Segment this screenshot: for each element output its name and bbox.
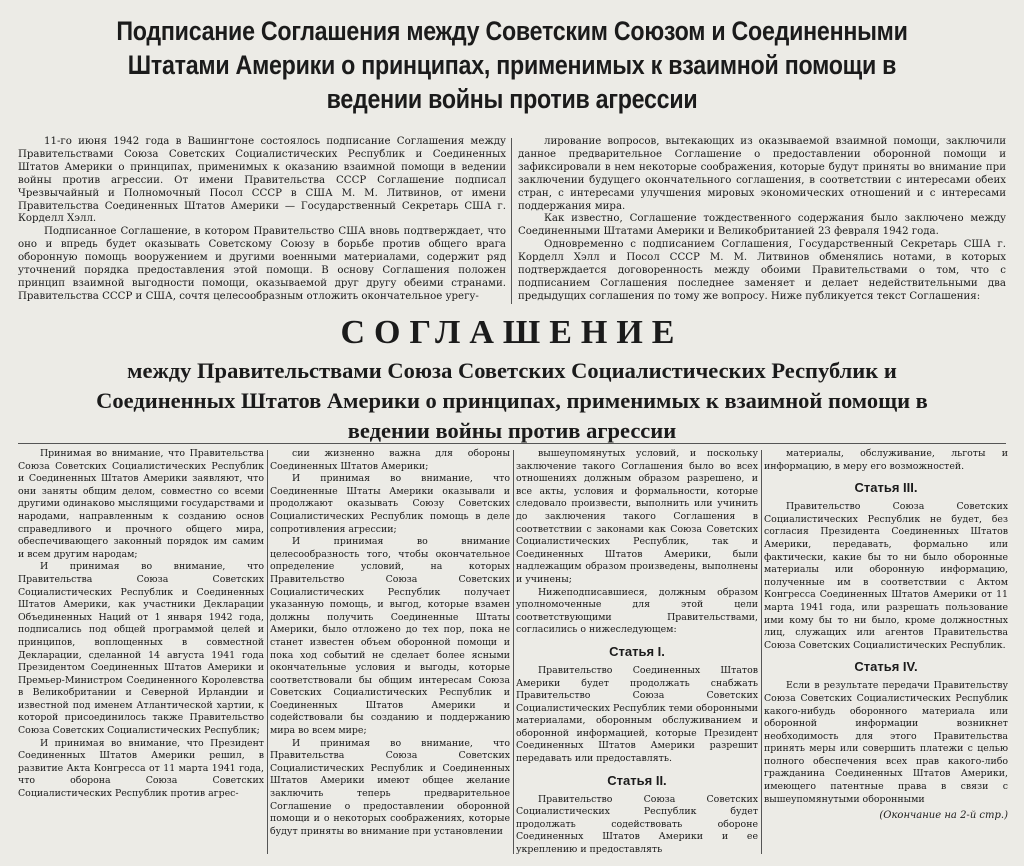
agreement-paragraph: И принимая во внимание целесообразность того, чтобы окончательное определение условий, на которых Правительство Союза Советских Социалистических Республик получает указанную помощь, и выгод, которые взамен должны получить Соединенные Штаты Америки, было отложено до тех пор, пока не станет известен объем оборонной помощи и пока ход событий не сделает более ясными окончательные условия и выгоды, которые соответствовали бы общим интересам Союза Советских Социалистических Республик и Соединенных Штатов Америки и содействовали бы созданию и поддержанию мира во всем мире; [270,536,510,737]
intro-paragraph: Подписанное Соглашение, в котором Правительство США вновь подтверждает, что оно и впредь будет оказывать Советскому Союзу в борьбе против общего врага оборонную помощь вооружением и другими военными материалами, содержит ряд уточнений порядка предоставления этой помощи. В основу Соглашения положен принцип взаимной выгодности помощи, оказываемой друг другу обеими странами. Правительства СССР и США, сочтя целесообразным отложить окончательное урегу- [18,226,506,302]
agreement-column-1 [18,448,264,856]
article-4-heading: Статья IV. [854,659,918,675]
headline: Подписание Соглашения между Советским Союзом и Соединенными Штатами Америки о принципах, применимых к взаимной помощи в ведении войны против агрессии [116,16,908,114]
intro-paragraph: Как известно, Соглашение тождественного содержания было заключено между Соединенными Штатами Америки и Великобританией 23 февраля 1942 года. [518,213,1006,238]
agreement-paragraph: И принимая во внимание, что Правительства Союза Советских Социалистических Республик и Соединенных Штатов Америки, как участники Декларации Объединенных Наций от 1 января 1942 года, подписались под общей программой целей и принципов, воплощенных в совместной Декларации, сделанной 14 августа 1941 года Президентом Соединенных Штатов Америки и Премьер-Министром Соединенного Королевства в Великобритании и Северной Ирландии и известной под именем Атлантической хартии, к которой присоединилось также Правительство Союза Советских Социалистических Республик; [18,561,264,737]
agreement-paragraph: И принимая во внимание, что Президент Соединенных Штатов Америки решил, в развитие Акта Конгресса от 11 марта 1941 года, что оборона Союза Советских Социалистических Республик против агрес- [18,737,264,800]
agreement-paragraph: Нижеподписавшиеся, должным образом уполномоченные для этой цели соответствующими Правительствами, согласились о нижеследующем: [516,586,758,636]
intro-paragraph: Одновременно с подписанием Соглашения, Государственный Секретарь США г. Корделл Хэлл и Посол СССР М. М. Литвинов обменялись нотами, в которых подтверждается договоренность между обоими Правительствами о том, что с подписанием Соглашения последнее заменяет и делает недействительными два предыдущих соглашения по тому же вопросу. Ниже публикуется текст Соглашения: [518,239,1006,302]
agreement-paragraph: сии жизненно важна для обороны Соединенных Штатов Америки; [270,448,510,472]
agreement-column-2 [270,448,510,856]
agreement-column-3 [516,448,758,856]
intro-column-divider [511,138,512,304]
article-1-text: Правительство Соединенных Штатов Америки будет продолжать снабжать Правительство Союза Советских Социалистических Республик теми оборонными материалами, оборонным обслуживанием и оборонной информацией, которые Президент Соединенных Штатов Америки разрешит передавать или предоставлять. [516,664,758,765]
agreement-column-4 [764,448,1008,856]
article-3-text: Правительство Союза Советских Социалистических Республик не будет, без согласия Президента Соединенных Штатов Америки, передавать, формально или фактически, какие бы то ни было оборонные материалы или оборонную информацию, полученные им в соответствии с Актом Конгресса Соединенных Штатов Америки от 11 марта 1941 года, или разрешать пользование ими кому бы то ни было, кроме должностных лиц, служащих или агентов Правительства Союза Советских Социалистических Республик. [764,501,1008,651]
intro-column-left [18,136,506,306]
section-divider [18,443,1006,444]
agreement-title: СОГЛАШЕНИЕ [340,314,684,351]
article-2-text: Правительство Союза Советских Социалистических Республик будет продолжать содействовать обороне Соединенных Штатов Америки и ее укреплению и предоставлять [516,793,758,856]
agreement-paragraph: И принимая во внимание, что Правительства Союза Советских Социалистических Республик и Соединенных Штатов Америки имеют общее желание заключить теперь предварительное Соглашение о предоставлении оборонной помощи и о некоторых соображениях, которые будут приняты во внимание при установлении [270,737,510,837]
intro-paragraph: лирование вопросов, вытекающих из оказываемой взаимной помощи, заключили данное предварительное Соглашение о предоставлении оборонной помощи и зафиксировали в нем некоторые соображения, которые будут приняты во внимание при заключении будущего окончательного соглашения, в соответствии с интересами обеих стран, с интересами улучшения мировых экономических отношений и с интересами поддержания мира. [518,136,1006,212]
article-1-heading: Статья I. [609,643,665,659]
intro-column-right [518,136,1006,306]
article-4-text: Если в результате передачи Правительству Союза Советских Социалистических Республик какого-нибудь оборонного материала или оборонной информации возникнет необходимость для этого Правительства принять меры или совершить платежи с целью полного обеспечения всех прав какого-либо гражданина Соединенных Штатов Америки, имеющего патентные права в связи с вышеупомянутыми оборонными [764,680,1008,805]
article-3-heading: Статья III. [854,480,918,496]
article-2-heading: Статья II. [607,772,667,788]
agreement-paragraph: И принимая во внимание, что Соединенные Штаты Америки оказывали и продолжают оказывать Союзу Советских Социалистических Республик помощь в деле сопротивления агрессии; [270,473,510,535]
column-divider [513,450,514,854]
agreement-subtitle: между Правительствами Союза Советских Социалистических Республик и Соединенных Штатов Америки о принципах, применимых к взаимной помощи в ведении войны против агрессии [96,358,928,443]
agreement-paragraph: Принимая во внимание, что Правительства Союза Советских Социалистических Республик и Соединенных Штатов Америки заявляют, что они заняты общим делом, совместно со всеми другими одинаково мыслящими государствами и народами, направленным к созданию основ справедливого и прочного общего мира, обеспечивающего законный порядок им самим и всем другим народам; [18,448,264,560]
continued-note: (Окончание на 2-й стр.) [879,810,1008,822]
column-divider [267,450,268,854]
agreement-paragraph: материалы, обслуживание, льготы и информацию, в меру его возможностей. [764,448,1008,472]
intro-paragraph: 11-го июня 1942 года в Вашингтоне состоялось подписание Соглашения между Правительствами Союза Советских Социалистических Республик и Соединенных Штатов Америки о принципах, применимых к оказанию взаимной помощи в ведении войны против агрессии. От имени Правительства СССР Соглашение подписал Чрезвычайный и Полномочный Посол СССР в США М. М. Литвинов, от имени Правительства Соединенных Штатов Америки — Государственный Секретарь США г. Корделл Хэлл. [18,136,506,225]
column-divider [761,450,762,854]
agreement-paragraph: вышеупомянутых условий, и поскольку заключение такого Соглашения было во всех отношениях должным образом разрешено, и все акты, условия и формальности, которые следовало произвести, выполнить или учинить до заключения такого Соглашения в соответствии с законами как Союза Советских Социалистических Республик, так и Соединенных Штатов Америки, были надлежащим образом произведены, выполнены и учинены; [516,448,758,585]
